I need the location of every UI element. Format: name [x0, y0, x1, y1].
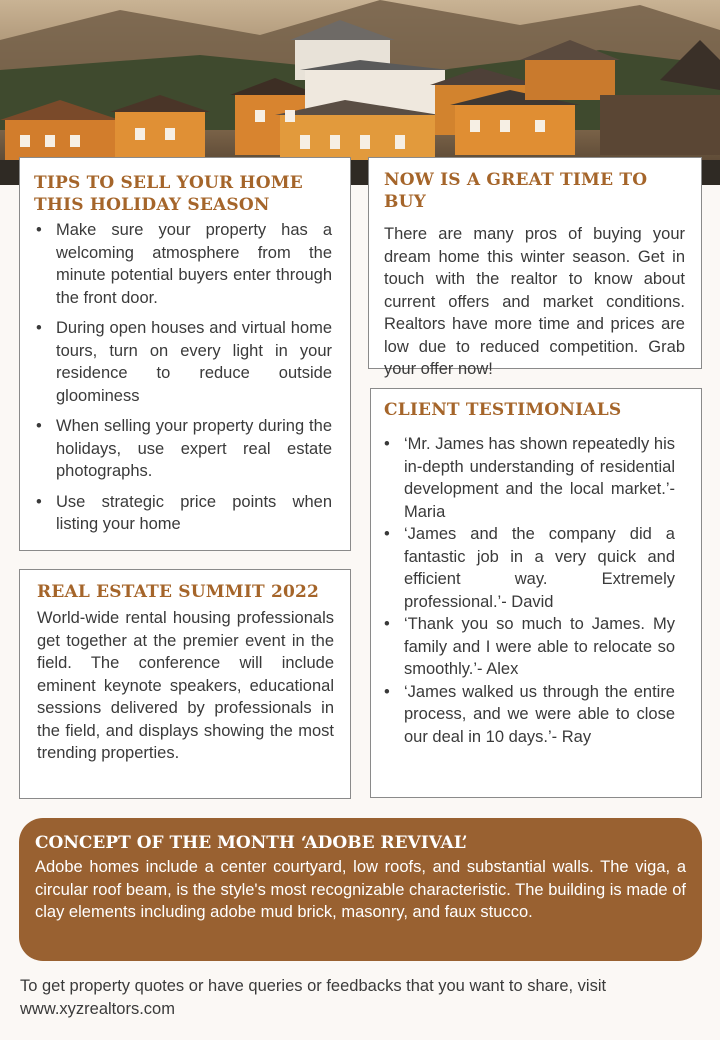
- tips-title-line1: TIPS TO SELL YOUR HOME: [34, 173, 303, 193]
- buy-title: NOW IS A GREAT TIME TO BUY: [384, 170, 648, 212]
- tips-title-line2: THIS HOLIDAY SEASON: [34, 195, 270, 215]
- footer-text: To get property quotes or have queries or feedbacks that you want to share, visit www.xyzrealtors.com: [20, 977, 607, 1018]
- concept-title: CONCEPT OF THE MONTH ‘ADOBE REVIVAL’: [35, 833, 468, 853]
- summit-section: [19, 569, 351, 799]
- testimonials-title: CLIENT TESTIMONIALS: [384, 400, 622, 420]
- testimonial-item: • ‘James and the company did a fantastic job in a very quick and efficient way. Extremely professional.’- David: [371, 523, 675, 613]
- tips-section: [19, 157, 351, 551]
- tips-list: [20, 219, 332, 536]
- testimonial-item: • ‘James walked us through the entire process, and we were able to close our deal in 10 days.’- Ray: [371, 681, 675, 749]
- list-item: • During open houses and virtual home tours, turn on every light in your residence to reduce outside gloominess: [20, 317, 332, 407]
- summit-title: REAL ESTATE SUMMIT 2022: [37, 582, 320, 602]
- list-item: • When selling your property during the holidays, use expert real estate photographs.: [20, 415, 332, 483]
- testimonial-item: • ‘Thank you so much to James. My family and I were able to relocate so smoothly.’- Alex: [371, 613, 675, 681]
- testimonials-list: [371, 433, 675, 748]
- list-item: • Make sure your property has a welcoming atmosphere from the minute potential buyers enter through the front door.: [20, 219, 332, 309]
- concept-body: Adobe homes include a center courtyard, low roofs, and substantial walls. The viga, a circular roof beam, is the style's most recognizable characteristic. The building is made of clay elements including adobe mud brick, masonry, and faux stucco.: [35, 858, 686, 921]
- summit-body: World-wide rental housing professionals get together at the premier event in the field. The conference will include eminent keynote speakers, educational sessions delivered by professionals in the field, and displays showing the most trending properties.: [37, 609, 334, 762]
- list-item: • Use strategic price points when listing your home: [20, 491, 332, 536]
- testimonial-item: • ‘Mr. James has shown repeatedly his in-depth understanding of residential development and the local market.’- Maria: [371, 433, 675, 523]
- tips-title: [20, 172, 332, 216]
- testimonials-section: [370, 388, 702, 798]
- buy-body: There are many pros of buying your dream home this winter season. Get in touch with the realtor to know about current offers and market conditions. Realtors have more time and prices are low due to reduced competition. Grab your offer now!: [384, 225, 685, 378]
- concept-section: [19, 818, 702, 961]
- buy-section: [368, 157, 702, 378]
